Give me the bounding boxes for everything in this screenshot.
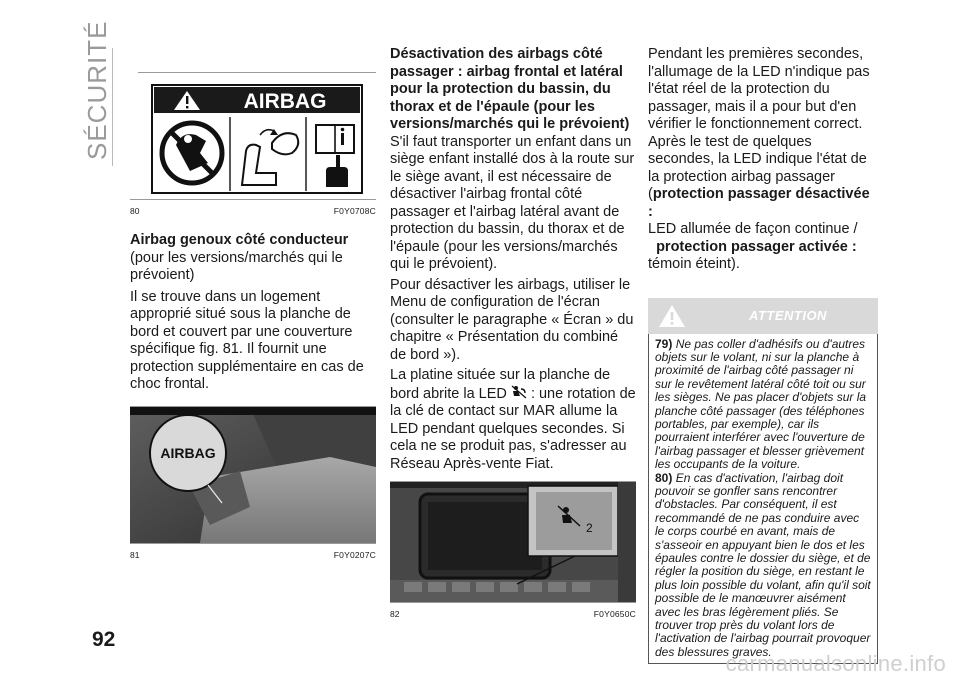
- bold-term: protection passager désactivée :: [648, 186, 870, 220]
- section-title: SÉCURITÉ: [82, 20, 112, 160]
- column-1: [130, 72, 376, 560]
- svg-text:2: 2: [586, 521, 593, 535]
- airbag-marking: AIRBAG: [160, 444, 216, 461]
- paragraph: Pour désactiver les airbags, utiliser le Menu de configuration de l'écran (consulter le paragraphe « Écran » du chapitre « Présentation du combiné de bord »).: [390, 276, 634, 363]
- watermark: carmanualsonline.info: [725, 651, 946, 676]
- figure-bottom-rule: [390, 602, 636, 603]
- figure-code: F0Y0708C: [333, 206, 376, 216]
- paragraph: S'il faut transporter un enfant dans un siège enfant installé dos à la route sur le siège avant, il est nécessaire de désactiver l'airbag frontal côté passager et l'airbag latéral avant de protection du bassin, du thorax et de l'épaule (pour les versions/marchés qui le prévoient).: [390, 133, 635, 272]
- figure-number: 80: [130, 206, 140, 216]
- attention-header: [648, 298, 878, 334]
- paragraph-text: La platine située sur la planche de bord abrite la LED: [390, 367, 611, 402]
- figure-bottom-rule: [130, 199, 376, 200]
- knee-airbag-photo: [130, 407, 376, 543]
- warning-number: 80): [655, 470, 673, 485]
- page-number: 92: [92, 628, 116, 651]
- warning-text: Ne pas coller d'adhésifs ou d'autres objets sur le volant, ni sur la planche à proximité de l'airbag côté passager ni sur le revêtement latéral côté toit ou sur les sièges. Ne pas placer d'objets sur la planche côté passager (des téléphones portables, par exemple), car ils pourraient interférer avec l'ouverture de l'airbag passager et blesser grièvement les occupants de la voiture.: [655, 336, 867, 472]
- figure-number: 82: [390, 609, 400, 619]
- attention-title: ATTENTION: [749, 308, 827, 323]
- figure-number: 81: [130, 549, 140, 560]
- section-heading: Désactivation des airbags côté passager : airbag frontal et latéral pour la protection du bassin, du thorax et de l'épaule (pour les versions/marchés qui le prévoient): [390, 46, 630, 132]
- airbag-off-led-icon: [511, 385, 527, 399]
- paragraph: [390, 367, 636, 473]
- paragraph-text: témoin éteint).: [648, 256, 740, 272]
- figure-80: [130, 73, 376, 199]
- warning-item: [655, 338, 871, 472]
- figure-82-caption: [390, 609, 636, 619]
- figure-80-caption: [130, 206, 376, 216]
- figure-bottom-rule: [130, 543, 376, 544]
- paragraph-text: : une rotation de la clé de contact sur MAR allume la LED pendant quelques secondes. Si cela ne se produit pas, s'adresser au Réseau Après-vente Fiat.: [390, 385, 636, 472]
- column-3: [648, 46, 878, 664]
- warning-text: En cas d'activation, l'airbag doit pouvoir se gonfler sans rencontrer d'obstacles. Par conséquent, il est recommandé de ne pas conduire avec le corps courbé en avant, mais de s'asseoir en appuyant bien le dos et les épaules contre le dossier du siège, et de régler la position du siège, en restant le plus loin possible du volant, afin qu'il soit possible de le manœuvrer aisément avec les bras légèrement pliés. Se trouver trop près du volant lors de l'activation de l'airbag pourrait provoquer des blessures graves.: [655, 470, 871, 659]
- section-rule: [112, 48, 113, 166]
- airbag-label-illustration: [130, 73, 376, 199]
- figure-82: [390, 482, 636, 602]
- section-heading: Airbag genoux côté conducteur: [130, 232, 349, 248]
- attention-box: [648, 334, 878, 665]
- column-2: [390, 46, 636, 619]
- no-child-seat-icon: [162, 123, 222, 183]
- paragraph: (pour les versions/marchés qui le prévoient): [130, 249, 343, 283]
- figure-81: [130, 407, 376, 543]
- paragraph-text: Pendant les premières secondes, l'allumage de la LED n'indique pas l'état réel de la protection du passager, mais il a pour but d'en vérifier le fonctionnement correct. Après le test de quelques secondes, la LED indique l'état de la protection airbag passager (: [648, 46, 870, 202]
- bold-term: protection passager activée :: [656, 238, 857, 255]
- warning-triangle-icon: [658, 304, 686, 328]
- figure-81-caption: [130, 550, 376, 560]
- warning-number: 79): [655, 336, 673, 351]
- figure-code: F0Y0650C: [593, 609, 636, 619]
- paragraph-text: LED allumée de façon continue /: [648, 221, 858, 237]
- paragraph: [648, 46, 878, 274]
- paragraph: Il se trouve dans un logement approprié situé sous la planche de bord et couvert par une couverture spécifique fig. 81. Il fournit une protection supplémentaire en cas de choc frontal.: [130, 288, 364, 392]
- warning-item: [655, 472, 871, 660]
- airbag-label-text: AIRBAG: [243, 90, 327, 113]
- dashboard-led-photo: [390, 482, 618, 602]
- figure-code: F0Y0207C: [333, 549, 376, 560]
